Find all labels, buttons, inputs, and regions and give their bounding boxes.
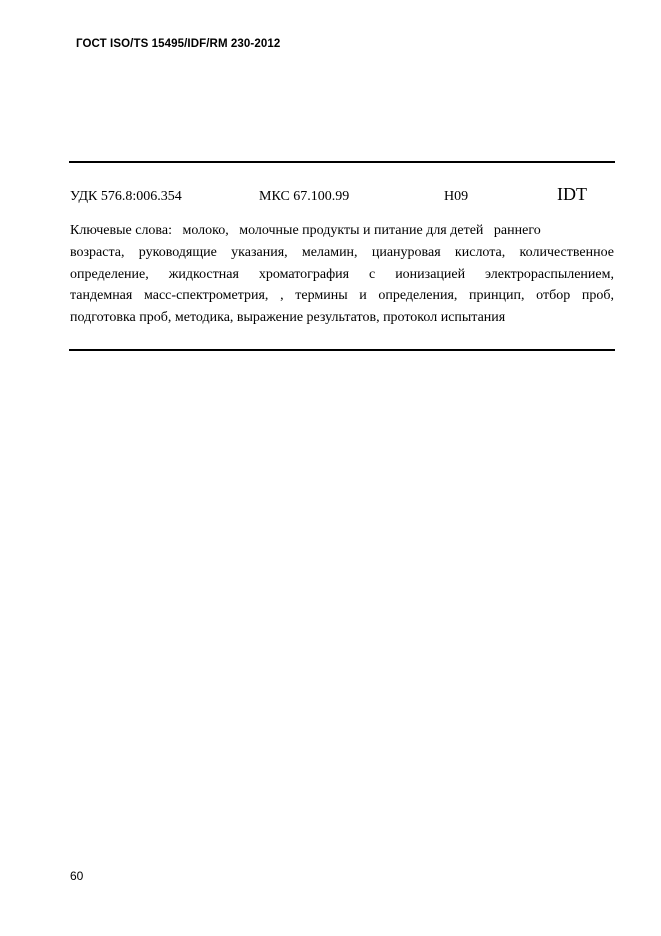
top-divider	[69, 161, 615, 163]
keywords-line: определение, жидкостная хроматография с ионизацией электрораспылением,	[70, 266, 614, 282]
keywords-line: подготовка проб, методика, выражение результатов, протокол испытания	[70, 310, 506, 326]
bottom-divider	[69, 349, 615, 351]
keywords-line: тандемная масс-спектрометрия, , термины и определения, принцип, отбор проб,	[70, 288, 614, 304]
page-number: 60	[70, 869, 84, 883]
keywords-line: Ключевые слова: молоко, молочные продукты и питание для детей раннего	[70, 223, 541, 238]
standard-designation: ГОСТ ISO/TS 15495/IDF/RM 230-2012	[76, 38, 281, 50]
keywords-paragraph	[70, 220, 614, 329]
udk-code: УДК 576.8:006.354	[70, 189, 182, 204]
group-code: Н09	[444, 189, 469, 204]
keywords-line: возраста, руководящие указания, меламин, циануровая кислота, количественное	[70, 244, 614, 260]
equivalence-code: IDT	[557, 184, 587, 204]
mks-code: МКС 67.100.99	[259, 189, 350, 204]
